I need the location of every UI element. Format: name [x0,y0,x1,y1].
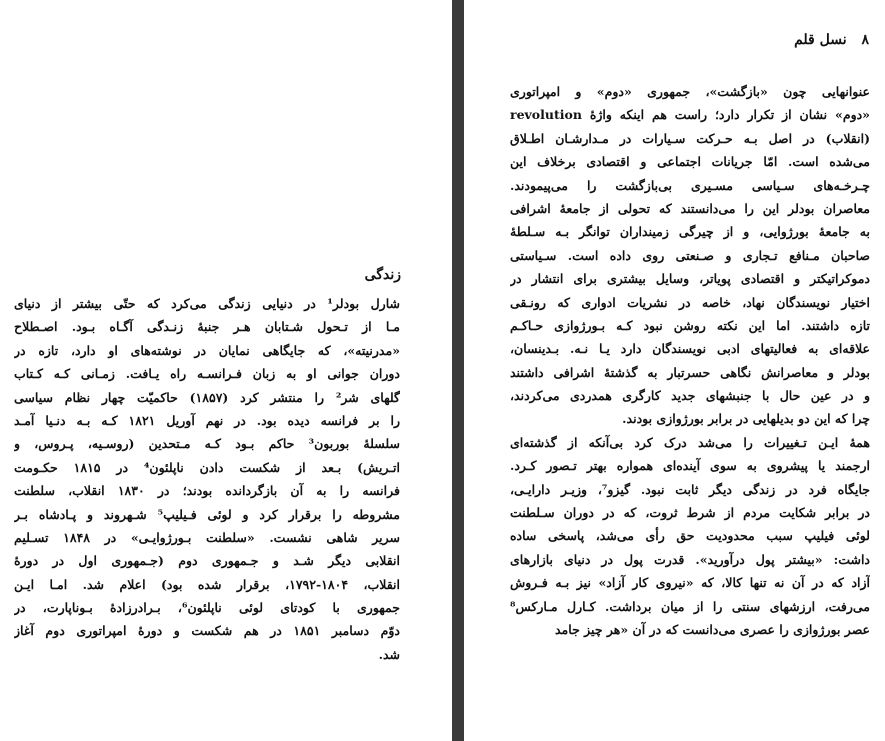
page-header [794,30,869,50]
book-gutter [452,0,464,741]
text-line: داشت: «بیشتر پول درآورید». قدرت پول در دنیای بازارهای [510,551,870,567]
text-line: سریر شاهی نشست. «سلطنت بـورژوایـی» در ۱۸۴۸ تسـلیم [14,529,400,545]
text-line: می‌رفت، ارزشهای سنتی را از میان برداشت. کـارل مـارکس⁸ [510,598,870,614]
text-line: جایگاه فرد در زندگی دیگر ثابت نبود. گیزو⁷، وزیـر دارایـی، [510,481,870,497]
text-line: علاقه‌ای به فعالیتهای ادبی نویسندگان دارد یـا نـه. بـدینسان، [510,341,870,357]
left-page-text [14,292,400,666]
text-line: چرا که این دو بدیلهایی در برابر بورژوازی بودند. [622,411,870,427]
text-line: دوّم دسامبر ۱۸۵۱ در هم شکست و دورهٔ امپراتوری دوم آغاز [14,623,400,639]
right-page-text [510,80,870,641]
text-line: شارل بودلر¹ در دنیایی زندگی می‌کرد که حتّی بیشتر از دنیای [14,296,400,311]
text-line: انقلاب، ۱۸۰۴-۱۷۹۲، برقرار شده بود) اعلام شد. امـا ایـن [14,576,400,592]
text-line: انقلابی دیگر شـد و جـمهوری دوم (جـمهوری اول در دورهٔ [14,553,400,569]
text-line: عنوانهایی چون «بازگشت»، جمهوری «دوم» و امپراتوری [510,84,870,99]
text-line: صاحبان مـنافع تـجاری و صـنعتی روی داده است. سـیاستی [510,247,870,263]
text-line: مشروطه را برقرار کرد و لوئی فـیلیپ⁵ شـهروند و پـادشاه بـر [14,506,400,522]
text-line: جمهوری با کودتای لوئی ناپلئون⁶، بـرادرزادهٔ بـوناپارت، در [14,600,400,616]
running-title: نسل قلم [794,32,847,48]
text-line: همهٔ ایـن تـغییرات را می‌شد درک کرد بی‌آنکه از گذشته‌ای [510,434,870,450]
page-number: ۸ [861,32,869,48]
text-line: معاصران بودلر این را می‌دانستند که تحولی از جامعهٔ اشرافی [510,200,870,216]
text-line: «مدرنیته»، که جایگاهی نمایان در نوشته‌های او دارد، تازه در [14,342,400,358]
text-line: را بر فرانسه دیده بود. در نهم آوریل ۱۸۲۱ کـه بـه دنـیا آمـد [14,412,400,428]
text-line: مـا از تـحول شـتابان هـر جنبهٔ زنـدگی آگـاه بـود. اصـطلاح [14,319,400,335]
text-line: اختیار نویسندگان نهاد، خاصه در نشریات ادواری که رونـقی [510,294,870,310]
text-line: دموکراتیکتر و اقتصادی پویاتر، وسایل بیشتری برای انتشار در [510,271,870,287]
text-line: لوئی فیلیپ سبب محدودیت حق رأی می‌شد، پاسخی ساده [510,528,870,544]
text-line: تازه داشتند. اما این نکته روشن نبود کـه بـورژوازی حـاکـم [510,317,870,333]
text-line: و در عین حال با جنبشهای جدید کارگری همدردی می‌کردند، [510,388,870,404]
text-line: در برابر شکایت مردم از شرط ثروت، که در دوران سـلطنت [510,505,870,521]
text-line: دوران جوانی او به زبان فـرانسـه راه یـافت. زمـانی کـه کـتاب [14,366,400,382]
right-page [464,0,885,741]
text-line: می‌شده است. امّا جریانات اجتماعی و اقتصادی برخلاف این [510,154,870,170]
text-line: «دوم» نشان از تکرار دارد؛ راست هم اینکه واژهٔ revolution [510,107,870,123]
text-line: ارجمند یا پیشروی به سوی آینده‌ای همواره بهتر تـصور کـرد. [510,458,870,474]
text-line: گلهای شر² را منتشر کرد (۱۸۵۷) حاکمیّت چهار نظام سیاسی [14,389,400,405]
text-line: اتـریش) بـعد از شکست دادن ناپلئون⁴ در ۱۸۱۵ حکـومت [14,459,400,475]
text-line: سلسلهٔ بوربون³ حاکم بـود کـه مـتحدین (روسـیه، پـروس، و [14,436,400,452]
text-line: بودلر و معاصرانش نگاهی حسرتبار به گذشتهٔ اشرافی داشتند [510,364,870,380]
text-line: فرانسه را به آن بازگردانده بودند؛ در ۱۸۳۰ انقلاب، سلطنت [14,483,400,499]
text-line: به جامعهٔ بورژوایی، و از چیرگی زمینداران توانگر بـه سـلطهٔ [510,224,870,240]
text-line: (انقلاب) در اصل بـه حـرکت سـیارات در مـدارشـان اطـلاق [510,130,870,146]
section-title: زندگی [364,267,401,283]
text-line: آزاد که در آن نه تنها کالا، که «نیروی کار آزاد» نیز بـه فـروش [510,575,870,591]
text-line: چـرخـه‌های سـیاسی مسـیری بی‌بازگشت را می‌پیمودند. [510,177,870,193]
text-line: شد. [378,646,400,662]
text-line: عصر بورژوازی را عصری می‌دانست که در آن «هر چیز جامد [555,621,870,637]
